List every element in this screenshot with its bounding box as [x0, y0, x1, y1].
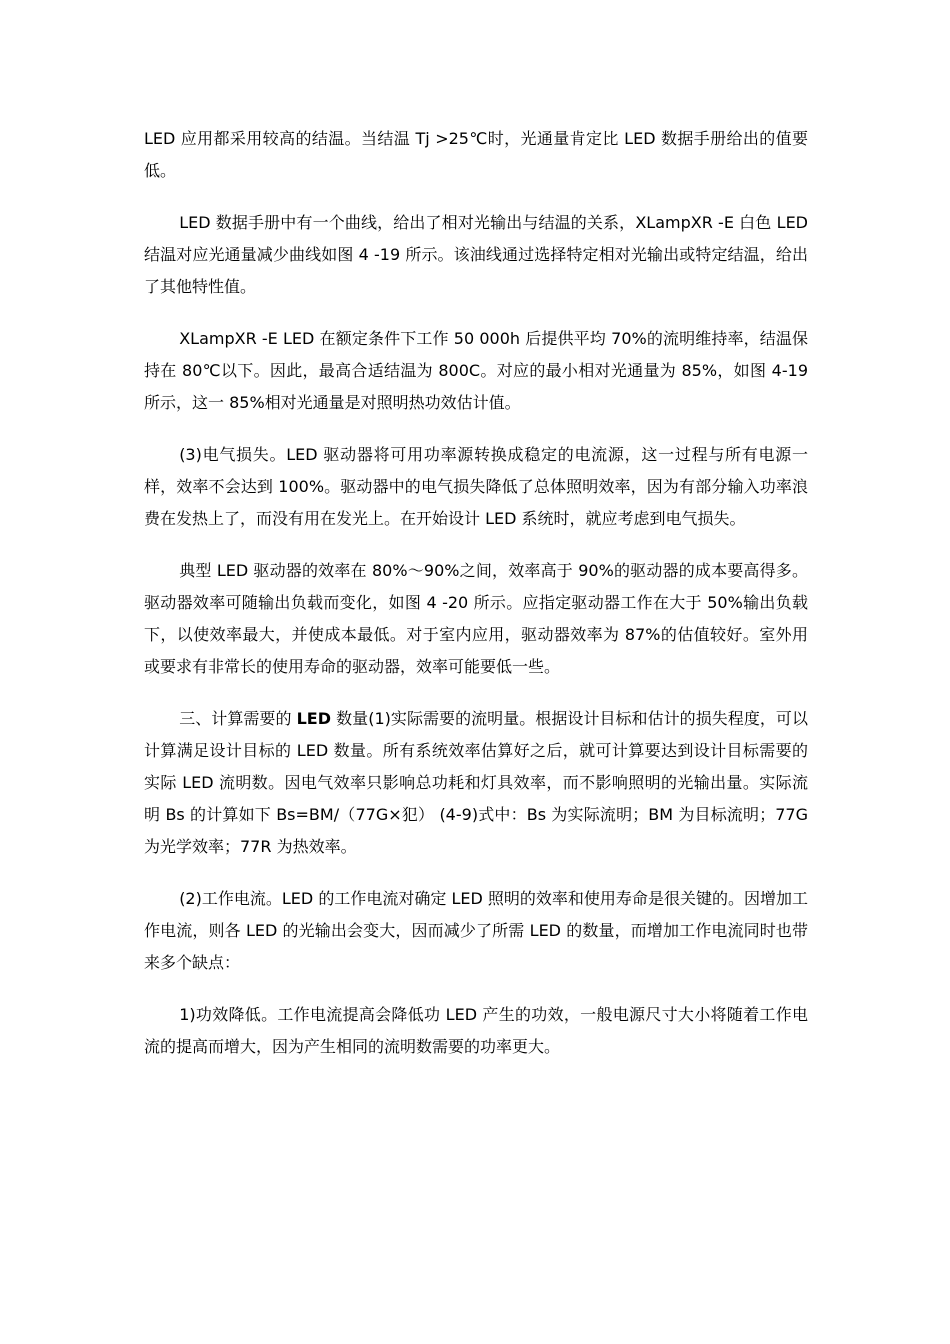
paragraph-8: 1)功效降低。工作电流提高会降低功 LED 产生的功效，一般电源尺寸大小将随着工作电流的提高而增大，因为产生相同的流明数需要的功率更大。 [144, 1005, 808, 1056]
paragraph-5: 典型 LED 驱动器的效率在 80%～90%之间，效率高于 90%的驱动器的成本要高得多。驱动器效率可随输出负载而变化，如图 4 -20 所示。应指定驱动器工作在大于 50%输出负载下，以使效率最大，并使成本最低。对于室内应用，驱动器效率为 87%的估值较好。室外用或要求有非常长的使用寿命的驱动器，效率可能要低一些。 [144, 561, 808, 676]
paragraph-7: (2)工作电流。LED 的工作电流对确定 LED 照明的效率和使用寿命是很关键的。因增加工作电流，则各 LED 的光输出会变大，因而减少了所需 LED 的数量，而增加工作电流同时也带来多个缺点： [144, 889, 808, 972]
paragraph-6-rest: 数量(1)实际需要的流明量。根据设计目标和估计的损失程度，可以计算满足设计目标的 LED 数量。所有系统效率估算好之后，就可计算要达到设计目标需要的实际 LED 流明数。因电气效率只影响总功耗和灯具效率，而不影响照明的光输出量。实际流明 Bs 的计算如下 Bs=BM/（77G×犯） (4-9)式中：Bs 为实际流明；BM 为目标流明；77G 为光学效率；77R 为热效率。 [144, 709, 808, 856]
paragraph-4: (3)电气损失。LED 驱动器将可用功率源转换成稳定的电流源，这一过程与所有电源一样，效率不会达到 100%。驱动器中的电气损失降低了总体照明效率，因为有部分输入功率浪费在发热上了，而没有用在发光上。在开始设计 LED 系统时，就应考虑到电气损失。 [144, 445, 808, 528]
document-body [144, 123, 808, 1083]
paragraph-2: LED 数据手册中有一个曲线，给出了相对光输出与结温的关系，XLampXR -E 白色 LED 结温对应光通量减少曲线如图 4 -19 所示。该油线通过选择特定相对光输出或特定结温，给出了其他特性值。 [144, 213, 808, 296]
paragraph-6-bold-term: LED [296, 709, 332, 728]
paragraph-1: LED 应用都采用较高的结温。当结温 Tj >25℃时，光通量肯定比 LED 数据手册给出的值要低。 [144, 129, 808, 180]
paragraph-3: XLampXR -E LED 在额定条件下工作 50 000h 后提供平均 70%的流明维持率，结温保持在 80℃以下。因此，最高合适结温为 800C。对应的最小相对光通量为 85%，如图 4-19 所示，这一 85%相对光通量是对照明热功效估计值。 [144, 329, 808, 412]
paragraph-6 [144, 703, 808, 863]
paragraph-6-lead: 三、计算需要的 [179, 709, 297, 728]
